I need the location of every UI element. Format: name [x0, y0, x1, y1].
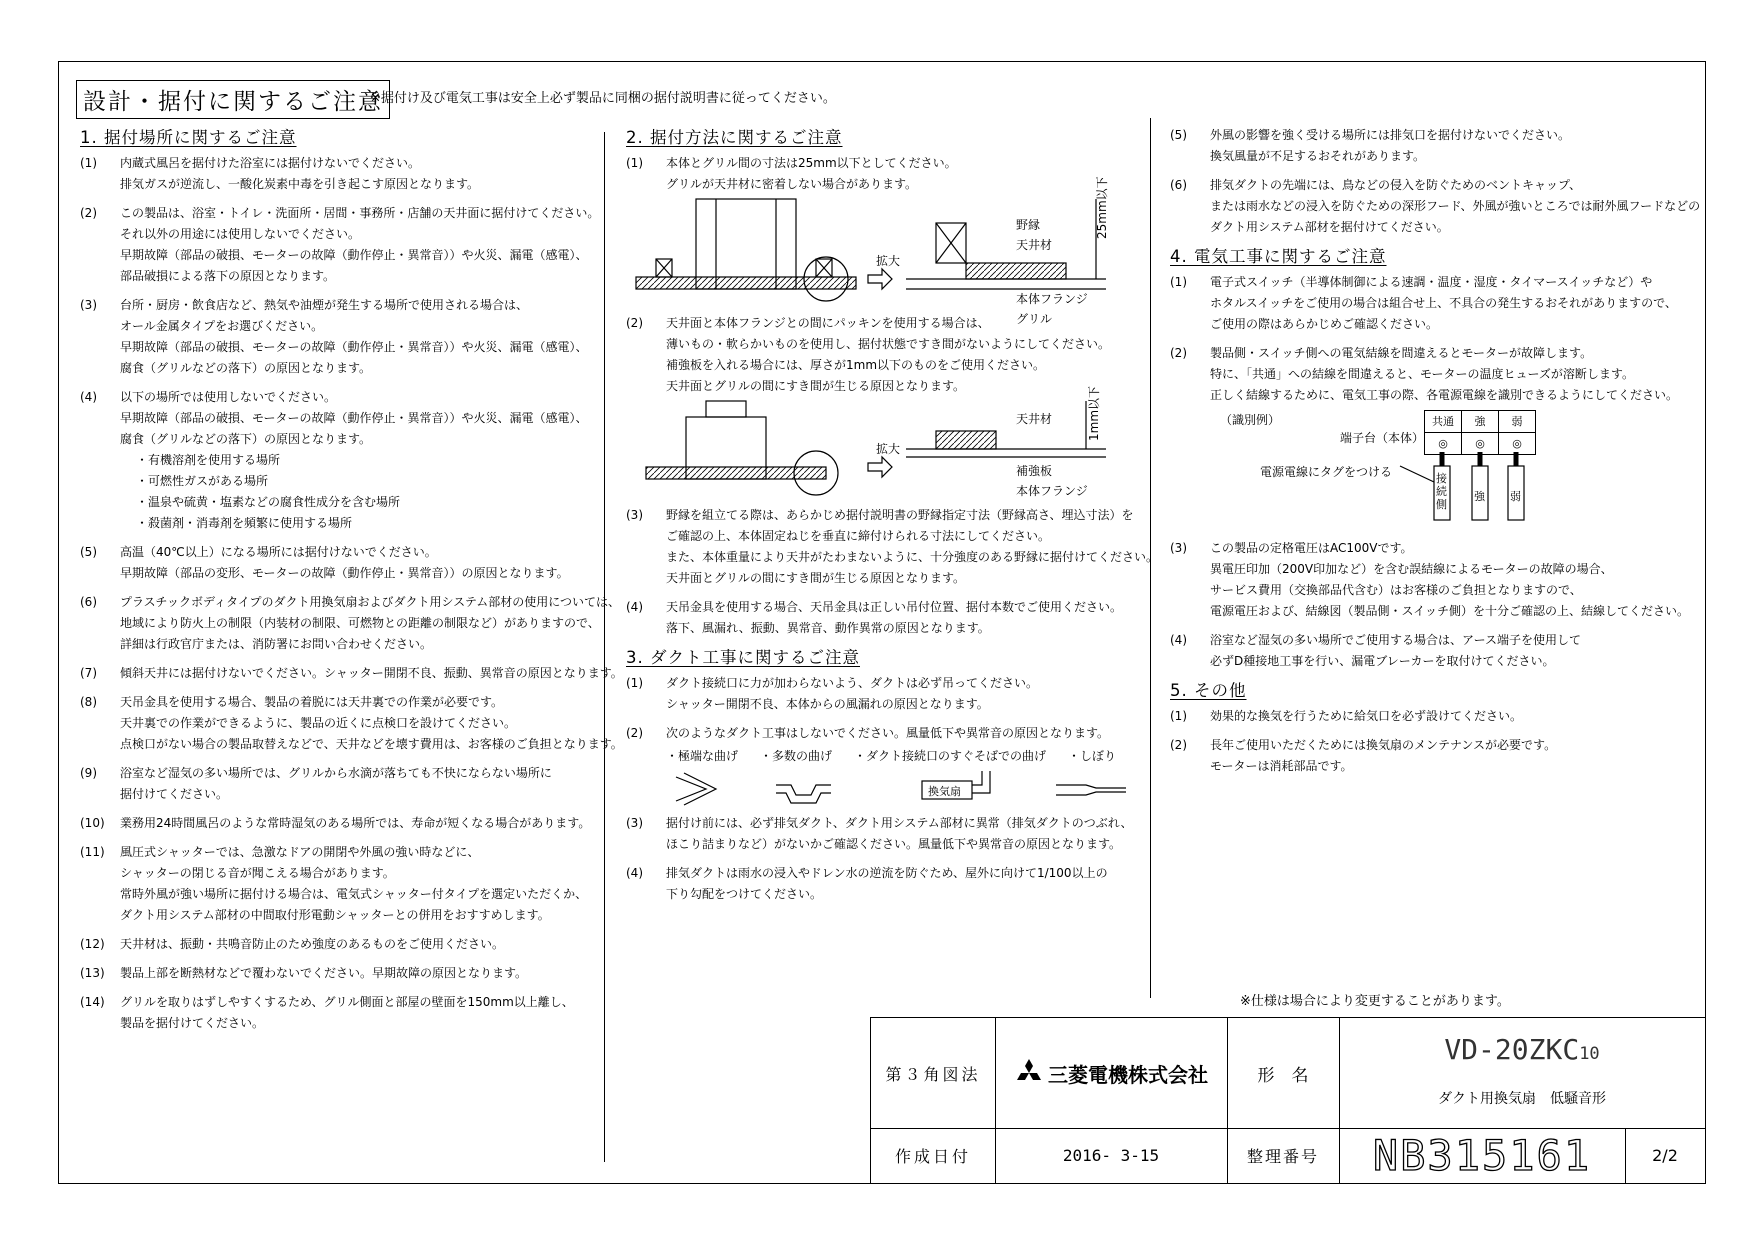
note-item — [626, 505, 1159, 589]
item-number: (2) — [80, 206, 97, 220]
item-text: この製品は、浴室・トイレ・洗面所・居間・事務所・店舗の天井面に据付けてください。 — [120, 206, 600, 220]
section-3-title: 3. ダクト工事に関するご注意 — [626, 648, 860, 667]
item-text: 風圧式シャッターでは、急激なドアの開閉や外風の強い時などに、 — [120, 845, 480, 859]
item-number: (1) — [1170, 275, 1187, 289]
item-text: ダクト接続口に力が加わらないよう、ダクトは必ず吊ってください。 — [666, 676, 1039, 690]
item-text: 異電圧印加（200V印加など）を含む誤結線によるモーターの故障の場合、 — [1210, 562, 1613, 576]
tag-strong: 強 — [1474, 490, 1485, 503]
company-name — [995, 1018, 1227, 1128]
label-noen: 野縁 — [1016, 218, 1041, 232]
note-item — [1170, 735, 1690, 777]
section-4-title: 4. 電気工事に関するご注意 — [1170, 247, 1387, 266]
item-number: (2) — [1170, 346, 1187, 360]
item-number: (3) — [626, 816, 643, 830]
product-name: ダクト用換気扇 低騒音形 — [1438, 1091, 1606, 1107]
item-number: (3) — [626, 508, 643, 522]
item-text: 台所・厨房・飲食店など、熱気や油煙が発生する場所で使用される場合は、 — [120, 298, 529, 312]
note-item — [80, 387, 600, 534]
item-text: 点検口がない場合の製品取替えなどで、天井などを壊す費用は、お客様のご負担となります。 — [120, 737, 623, 751]
model-number — [1339, 1024, 1705, 1074]
item-text: 早期故障（部品の破損、モーターの故障（動作停止・異常音））や火災、漏電（感電）、 — [120, 411, 588, 425]
item-text: オール金属タイプをお選びください。 — [120, 319, 324, 333]
note-item — [80, 934, 600, 955]
item-text: 浴室など湿気の多い場所では、グリルから水滴が落ちても不快にならない場所に — [120, 766, 552, 780]
item-text: 天井面と本体フランジとの間にパッキンを使用する場合は、 — [666, 316, 990, 330]
item-text: 外風の影響を強く受ける場所には排気口を据付けないでください。 — [1210, 128, 1571, 142]
terminal-header-common: 共通 — [1425, 411, 1462, 433]
item-text: シャッター開閉不良、本体からの風漏れの原因となります。 — [666, 697, 989, 711]
note-item — [626, 723, 1146, 744]
item-text: グリルを取りはずしやすくするため、グリル側面と部屋の壁面を150mm以上離し、 — [120, 995, 574, 1009]
item-text: 特に、「共通」への結線を間違えると、モーターの温度ヒューズが溶断します。 — [1210, 367, 1634, 381]
label-hokyo: 補強板 — [1016, 464, 1053, 478]
note-item — [80, 295, 600, 379]
doc-number: NB315161 — [1372, 1131, 1592, 1180]
item-number: (3) — [1170, 541, 1187, 555]
item-number: (11) — [80, 845, 105, 859]
item-number: (1) — [80, 156, 97, 170]
item-number: (10) — [80, 816, 105, 830]
label-tenjou-1: 天井材 — [1016, 238, 1053, 252]
item-number: (6) — [1170, 178, 1187, 192]
item-number: (4) — [626, 600, 643, 614]
item-text: ホタルスイッチをご使用の場合は組合せ上、不具合の発生するおそれがありますので、 — [1210, 296, 1677, 310]
item-text: 電子式スイッチ（半導体制御による速調・温度・湿度・タイマースイッチなど）や — [1210, 275, 1653, 289]
duct-label-3: ・ダクト接続口のすぐそばでの曲げ — [854, 749, 1047, 763]
note-item — [626, 313, 1146, 397]
projection-method: 第３角図法 — [885, 1064, 981, 1084]
note-item — [1170, 175, 1701, 238]
item-text: また、本体重量により天井がたわまないように、十分強度のある野縁に据付けてください。 — [666, 550, 1159, 564]
note-item — [1170, 630, 1690, 672]
item-text: 薄いもの・軟らかいものを使用し、据付状態ですき間がないようにしてください。 — [666, 337, 1111, 351]
column-1 — [80, 125, 623, 1042]
item-text: 換気風量が不足するおそれがあります。 — [1210, 149, 1426, 163]
item-text: または雨水などの浸入を防ぐための深形フード、外風が強いところでは耐外風フードなどの — [1210, 199, 1701, 213]
item-number: (4) — [626, 866, 643, 880]
note-item — [1170, 272, 1690, 335]
item-text: 早期故障（部品の破損、モーターの故障（動作停止・異常音））や火災、漏電（感電）、 — [120, 340, 588, 354]
item-text: 早期故障（部品の変形、モーターの故障（動作停止・異常音））の原因となります。 — [120, 566, 569, 580]
item-number: (1) — [626, 676, 643, 690]
note-item — [80, 692, 623, 755]
item-text: 次のようなダクト工事はしないでください。風量低下や異常音の原因となります。 — [666, 726, 1110, 740]
section-1-title: 1. 据付場所に関するご注意 — [80, 128, 297, 147]
item-text: 早期故障（部品の破損、モーターの故障（動作停止・異常音））や火災、漏電（感電）、 — [120, 248, 588, 262]
label-dim-2: 1mm以下 — [1087, 385, 1101, 441]
section-5-title: 5. その他 — [1170, 681, 1247, 700]
item-sub-bullet: ・有機溶剤を使用する場所 — [136, 453, 281, 467]
note-item — [1170, 343, 1690, 406]
note-item — [626, 597, 1146, 639]
doc-number-label: 整理番号 — [1246, 1147, 1319, 1166]
item-sub-bullet: ・殺菌剤・消毒剤を頻繁に使用する場所 — [136, 516, 353, 530]
tag-weak: 弱 — [1510, 490, 1521, 503]
item-text: 製品側・スイッチ側への電気結線を間違えるとモーターが故障します。 — [1210, 346, 1593, 360]
item-text: 浴室など湿気の多い場所でご使用する場合は、アース端子を使用して — [1210, 633, 1582, 647]
note-item — [80, 592, 621, 655]
duct-labels — [626, 746, 1146, 767]
item-number: (2) — [1170, 738, 1187, 752]
item-text: 天井面とグリルの間にすき間が生じる原因となります。 — [666, 379, 966, 393]
mitsubishi-logo-icon — [1014, 1059, 1044, 1087]
terminal-label: 端子台（本体） — [1340, 431, 1425, 445]
item-text: 業務用24時間風呂のような常時湿気のある場所では、寿命が短くなる場合があります。 — [120, 816, 591, 830]
item-number: (7) — [80, 666, 97, 680]
item-text: 腐食（グリルなどの落下）の原因となります。 — [120, 432, 372, 446]
item-text: ほこり詰まりなど）がないかご確認ください。風量低下や異常音の原因となります。 — [666, 837, 1122, 851]
item-text: 下り勾配をつけてください。 — [666, 887, 823, 901]
item-number: (6) — [80, 595, 97, 609]
terminal-screw-icon: ◎ — [1425, 433, 1462, 455]
label-flange-2: 本体フランジ — [1016, 484, 1088, 498]
model-sub: 10 — [1579, 1044, 1600, 1064]
duct-fan-label: 換気扇 — [928, 785, 961, 798]
title-block — [870, 1017, 1706, 1184]
model-label: 形 名 — [1257, 1065, 1309, 1086]
note-item — [80, 663, 623, 684]
item-text: 天吊金具を使用する場合、製品の着脱には天井裏での作業が必要です。 — [120, 695, 504, 709]
date-label: 作成日付 — [894, 1147, 971, 1166]
tag-connect: 接続側 — [1436, 472, 1447, 511]
item-text: 落下、風漏れ、振動、異常音、動作異常の原因となります。 — [666, 621, 990, 635]
item-text: この製品の定格電圧はAC100Vです。 — [1210, 541, 1413, 555]
item-text: 本体とグリル間の寸法は25mm以下としてください。 — [666, 156, 957, 170]
label-grill: グリル — [1016, 312, 1053, 326]
item-text: ダクト用システム部材を据付けてください。 — [1210, 220, 1449, 234]
note-item — [80, 542, 600, 584]
item-text: それ以外の用途には使用しないでください。 — [120, 227, 361, 241]
item-text: 排気ダクトの先端には、鳥などの侵入を防ぐためのベントキャップ、 — [1210, 178, 1582, 192]
item-text: 天井裏での作業ができるように、製品の近くに点検口を設けてください。 — [120, 716, 517, 730]
item-text: 腐食（グリルなどの落下）の原因となります。 — [120, 361, 372, 375]
item-number: (8) — [80, 695, 97, 709]
item-number: (2) — [626, 726, 643, 740]
terminal-table — [1424, 410, 1536, 455]
item-text: モーターは消耗部品です。 — [1210, 759, 1353, 773]
item-number: (2) — [626, 316, 643, 330]
item-text: 効果的な換気を行うために給気口を必ず設けてください。 — [1210, 709, 1523, 723]
item-text: 据付け前には、必ず排気ダクト、ダクト用システム部材に異常（排気ダクトのつぶれ、 — [666, 816, 1133, 830]
note-item — [1170, 538, 1690, 622]
item-text: 野縁を組立てる際は、あらかじめ据付説明書の野縁指定寸法（野縁高さ、埋込寸法）を — [666, 508, 1134, 522]
item-text: 電源電圧および、結線図（製品側・スイッチ側）を十分ご確認の上、結線してください。 — [1210, 604, 1690, 618]
terminal-header-strong: 強 — [1462, 411, 1499, 433]
item-text: 高温（40℃以上）になる場所には据付けないでください。 — [120, 545, 437, 559]
section-2-title: 2. 据付方法に関するご注意 — [626, 128, 843, 147]
column-divider-1 — [604, 132, 605, 1162]
creation-date: 2016- 3-15 — [1062, 1146, 1160, 1165]
column-3 — [1170, 125, 1701, 785]
item-number: (12) — [80, 937, 105, 951]
item-number: (3) — [80, 298, 97, 312]
item-text: 排気ダクトは雨水の浸入やドレン水の逆流を防ぐため、屋外に向けて1/100以上の — [666, 866, 1108, 880]
page-title: 設計・据付に関するご注意 — [76, 80, 390, 119]
duct-diagram — [666, 769, 1166, 809]
note-item — [1170, 706, 1690, 727]
item-number: (13) — [80, 966, 105, 980]
terminal-screw-icon: ◎ — [1462, 433, 1499, 455]
item-text: ご確認の上、本体固定ねじを垂直に締付けられる寸法にしてください。 — [666, 529, 1051, 543]
note-item — [626, 863, 1146, 905]
item-text: 補強板を入れる場合には、厚さが1mm以下のものをご使用ください。 — [666, 358, 1046, 372]
label-tenjou-2: 天井材 — [1016, 412, 1053, 426]
item-sub-bullet: ・可燃性ガスがある場所 — [136, 474, 269, 488]
terminal-header-weak: 弱 — [1499, 411, 1536, 433]
item-text: 製品上部を断熱材などで覆わないでください。早期故障の原因となります。 — [120, 966, 528, 980]
expand-label-1: 拡大 — [876, 254, 901, 268]
item-number: (5) — [80, 545, 97, 559]
item-number: (9) — [80, 766, 97, 780]
label-dim-1: 25mm以下 — [1095, 176, 1109, 239]
item-text: 常時外風が強い場所に据付ける場合は、電気式シャッター付タイプを選定いただくか、 — [120, 887, 588, 901]
item-number: (1) — [1170, 709, 1187, 723]
item-sub-bullet: ・温泉や硫黄・塩素などの腐食性成分を含む場所 — [136, 495, 401, 509]
tag-note: 電源電線にタグをつける — [1260, 465, 1393, 479]
duct-label-2: ・多数の曲げ — [760, 749, 833, 763]
note-item — [80, 992, 600, 1034]
note-item — [80, 842, 600, 926]
item-text: 天井材は、振動・共鳴音防止のため強度のあるものをご使用ください。 — [120, 937, 505, 951]
item-text: 据付けてください。 — [120, 787, 229, 801]
expand-label-2: 拡大 — [876, 442, 901, 456]
label-flange-1: 本体フランジ — [1016, 292, 1088, 306]
item-number: (1) — [626, 156, 643, 170]
duct-label-4: ・しぼり — [1068, 749, 1117, 763]
note-item — [626, 153, 1146, 195]
note-item — [80, 153, 600, 195]
item-text: ダクト用システム部材の中間取付形電動シャッターとの併用をおすすめします。 — [120, 908, 550, 922]
note-item — [80, 763, 600, 805]
item-text: 内蔵式風呂を据付けた浴室には据付けないでください。 — [120, 156, 421, 170]
item-text: 傾斜天井には据付けないでください。シャッター開閉不良、振動、異常音の原因となります。 — [120, 666, 623, 680]
item-text: 天井面とグリルの間にすき間が生じる原因となります。 — [666, 571, 966, 585]
item-text: 長年ご使用いただくためには換気扇のメンテナンスが必要です。 — [1210, 738, 1557, 752]
note-item — [80, 963, 600, 984]
install-note: ※据付け及び電気工事は安全上必ず製品に同梱の据付説明書に従ってください。 — [370, 91, 836, 106]
item-text: サービス費用（交換部品代含む）はお客様のご負担となりますので、 — [1210, 583, 1582, 597]
item-number: (14) — [80, 995, 105, 1009]
page-number: 2/2 — [1652, 1146, 1678, 1165]
company-name-text: 三菱電機株式会社 — [1048, 1062, 1208, 1087]
item-text: 詳細は行政官庁または、消防署にお問い合わせください。 — [120, 637, 433, 651]
spec-note: ※仕様は場合により変更することがあります。 — [1240, 994, 1510, 1009]
item-text: 正しく結線するために、電気工事の際、各電源電線を識別できるようにしてください。 — [1210, 388, 1679, 402]
duct-label-1: ・極端な曲げ — [666, 749, 739, 763]
note-item — [1170, 125, 1690, 167]
item-number: (4) — [80, 390, 97, 404]
terminal-screw-icon: ◎ — [1499, 433, 1536, 455]
wiring-example-label: （識別例） — [1220, 413, 1281, 427]
item-number: (4) — [1170, 633, 1187, 647]
item-text: 排気ガスが逆流し、一酸化炭素中毒を引き起こす原因となります。 — [120, 177, 480, 191]
item-text: グリルが天井材に密着しない場合があります。 — [666, 177, 918, 191]
wiring-example — [1170, 410, 1690, 530]
note-item — [80, 813, 600, 834]
item-text: 天吊金具を使用する場合、天吊金具は正しい吊付位置、据付本数でご使用ください。 — [666, 600, 1123, 614]
note-item — [626, 673, 1146, 715]
item-text: 製品を据付けてください。 — [120, 1016, 265, 1030]
item-text: 部品破損による落下の原因となります。 — [120, 269, 336, 283]
item-text: 以下の場所では使用しないでください。 — [120, 390, 337, 404]
item-text: 必ずD種接地工事を行い、漏電ブレーカーを取付けてください。 — [1210, 654, 1555, 668]
note-item — [80, 203, 600, 287]
item-text: シャッターの閉じる音が聞こえる場合があります。 — [120, 866, 395, 880]
column-2 — [626, 125, 1159, 913]
model-main: VD-20ZKC — [1444, 1032, 1580, 1066]
note-item — [626, 813, 1146, 855]
item-text: プラスチックボディタイプのダクト用換気扇およびダクト用システム部材の使用については、 — [120, 595, 621, 609]
item-number: (5) — [1170, 128, 1187, 142]
item-text: 地域により防火上の制限（内装材の制限、可燃物との距離の制限など）がありますので、 — [120, 616, 600, 630]
item-text: ご使用の際はあらかじめご確認ください。 — [1210, 317, 1439, 331]
